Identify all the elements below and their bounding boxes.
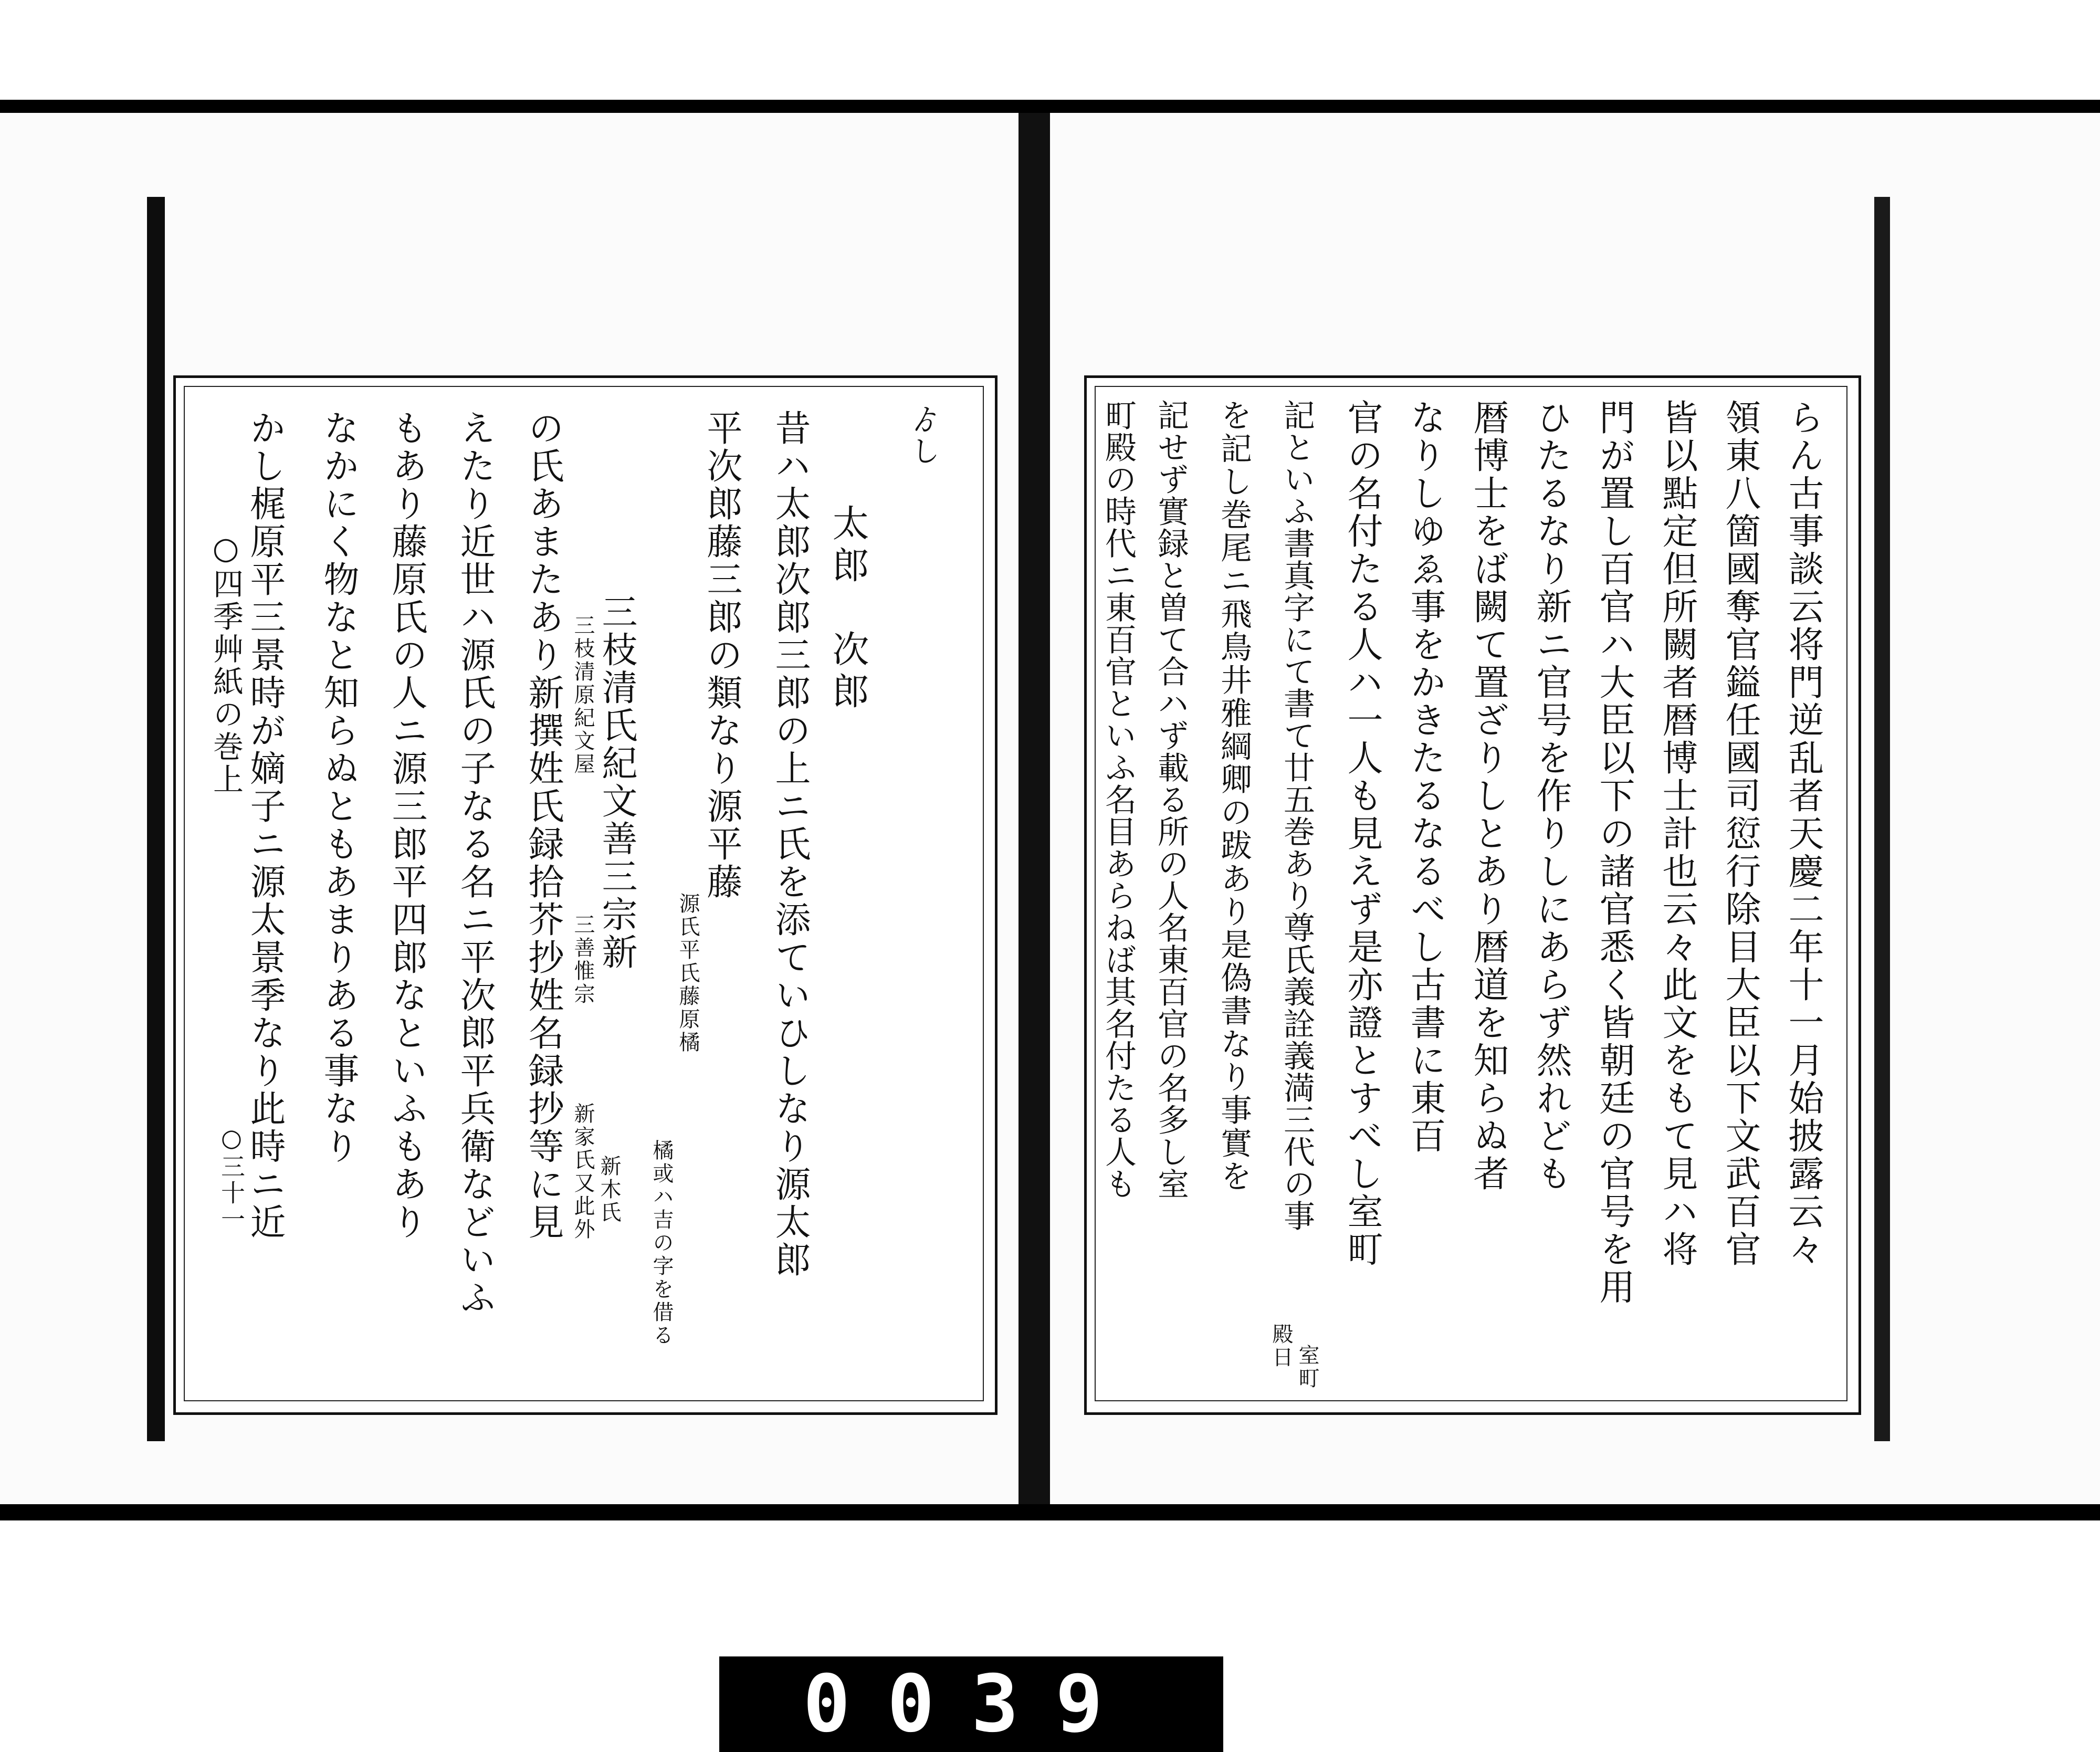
right-text-column-5: ひたるなり新ニ官号を作りしにあらず然れども bbox=[1530, 399, 1572, 1193]
left-text-column-4: の氏あまたあり新撰姓氏録拾芥抄姓名録抄等に見 bbox=[522, 410, 564, 1241]
right-text-column-3: 皆以點定但所闕者暦博士計也云々此文をもて見ハ将 bbox=[1656, 399, 1698, 1268]
left-note-column-3: 三善惟宗 bbox=[571, 914, 595, 1006]
right-text-column-7: なりしゆゑ事をかきたるなるべし古書に東百 bbox=[1404, 399, 1446, 1155]
heading-prefix: ゟし bbox=[906, 404, 940, 467]
left-text-column-7: なかにく物なと知らぬともあまりある事なり bbox=[318, 410, 359, 1166]
left-note-column-4: 新家氏又此外 bbox=[571, 1103, 595, 1241]
frame-number-label: 0039 bbox=[719, 1656, 1223, 1752]
right-text-column-1: らん古事談云将門逆乱者天慶二年十一月始披露云々 bbox=[1782, 399, 1824, 1268]
right-page-spine bbox=[1874, 197, 1890, 1441]
right-text-column-2: 領東八箇國奪官鎰任國司愆行除目大臣以下文武百官 bbox=[1719, 399, 1761, 1268]
bottom-film-band bbox=[0, 1502, 2100, 1520]
folio-number: ○三十一 bbox=[217, 1124, 246, 1233]
left-text-column-5: えたり近世ハ源氏の子なる名ニ平次郎平兵衛などいふ bbox=[454, 410, 496, 1317]
right-text-column-9: 記といふ書真字にて書て廿五巻あり尊氏義詮義満三代の事 bbox=[1278, 399, 1315, 1232]
right-text-column-10: を記し巻尾ニ飛鳥井雅綱卿の跋あり是偽書なり事實を bbox=[1215, 399, 1252, 1193]
left-note-column-2: 三枝清原紀文屋 bbox=[571, 614, 595, 776]
right-text-column-8: 官の名付たる人ハ一人も見えず是亦證とすべし室町 bbox=[1341, 399, 1383, 1268]
left-text-column-2: 平次郎藤三郎の類なり源平藤 bbox=[701, 410, 742, 901]
right-text-column-12: 町殿の時代ニ東百官といふ名目あらねば其名付たる人も bbox=[1100, 399, 1137, 1200]
right-text-column-11: 記せず實録と曽て合ハず載る所の人名東百官の名多し室 bbox=[1152, 399, 1189, 1200]
left-note-column-5: 新木氏 bbox=[597, 1155, 621, 1224]
left-note-column-1: 源氏平氏藤原橘 bbox=[676, 893, 700, 1054]
left-page-spine bbox=[147, 197, 165, 1441]
left-note-column-1b: 橘或ハ吉の字を借る bbox=[649, 1139, 674, 1347]
left-text-column-8: かし梶原平三景時が嫡子ニ源太景季なり此時ニ近 bbox=[244, 410, 286, 1241]
left-text-column-3: 三枝清氏紀文善三宗新 bbox=[596, 593, 637, 971]
right-note-1: 殿日 bbox=[1269, 1323, 1293, 1369]
left-text-column-1: 昔ハ太郎次郎三郎の上ニ氏を添ていひしなり源太郎 bbox=[769, 410, 811, 1279]
right-text-column-4: 門が置し百官ハ大臣以下の諸官悉く皆朝廷の官号を用 bbox=[1593, 399, 1635, 1306]
left-text-column-6: もあり藤原氏の人ニ源三郎平四郎なといふもあり bbox=[386, 410, 427, 1241]
right-note-2: 室町 bbox=[1295, 1344, 1319, 1390]
right-text-column-6: 暦博士をば闕て置ざりしとあり暦道を知らぬ者 bbox=[1467, 399, 1509, 1193]
side-title: ○四季艸紙の巻上 bbox=[208, 530, 244, 796]
book-gutter bbox=[1018, 113, 1050, 1504]
section-heading: 太郎 次郎 bbox=[826, 504, 869, 714]
